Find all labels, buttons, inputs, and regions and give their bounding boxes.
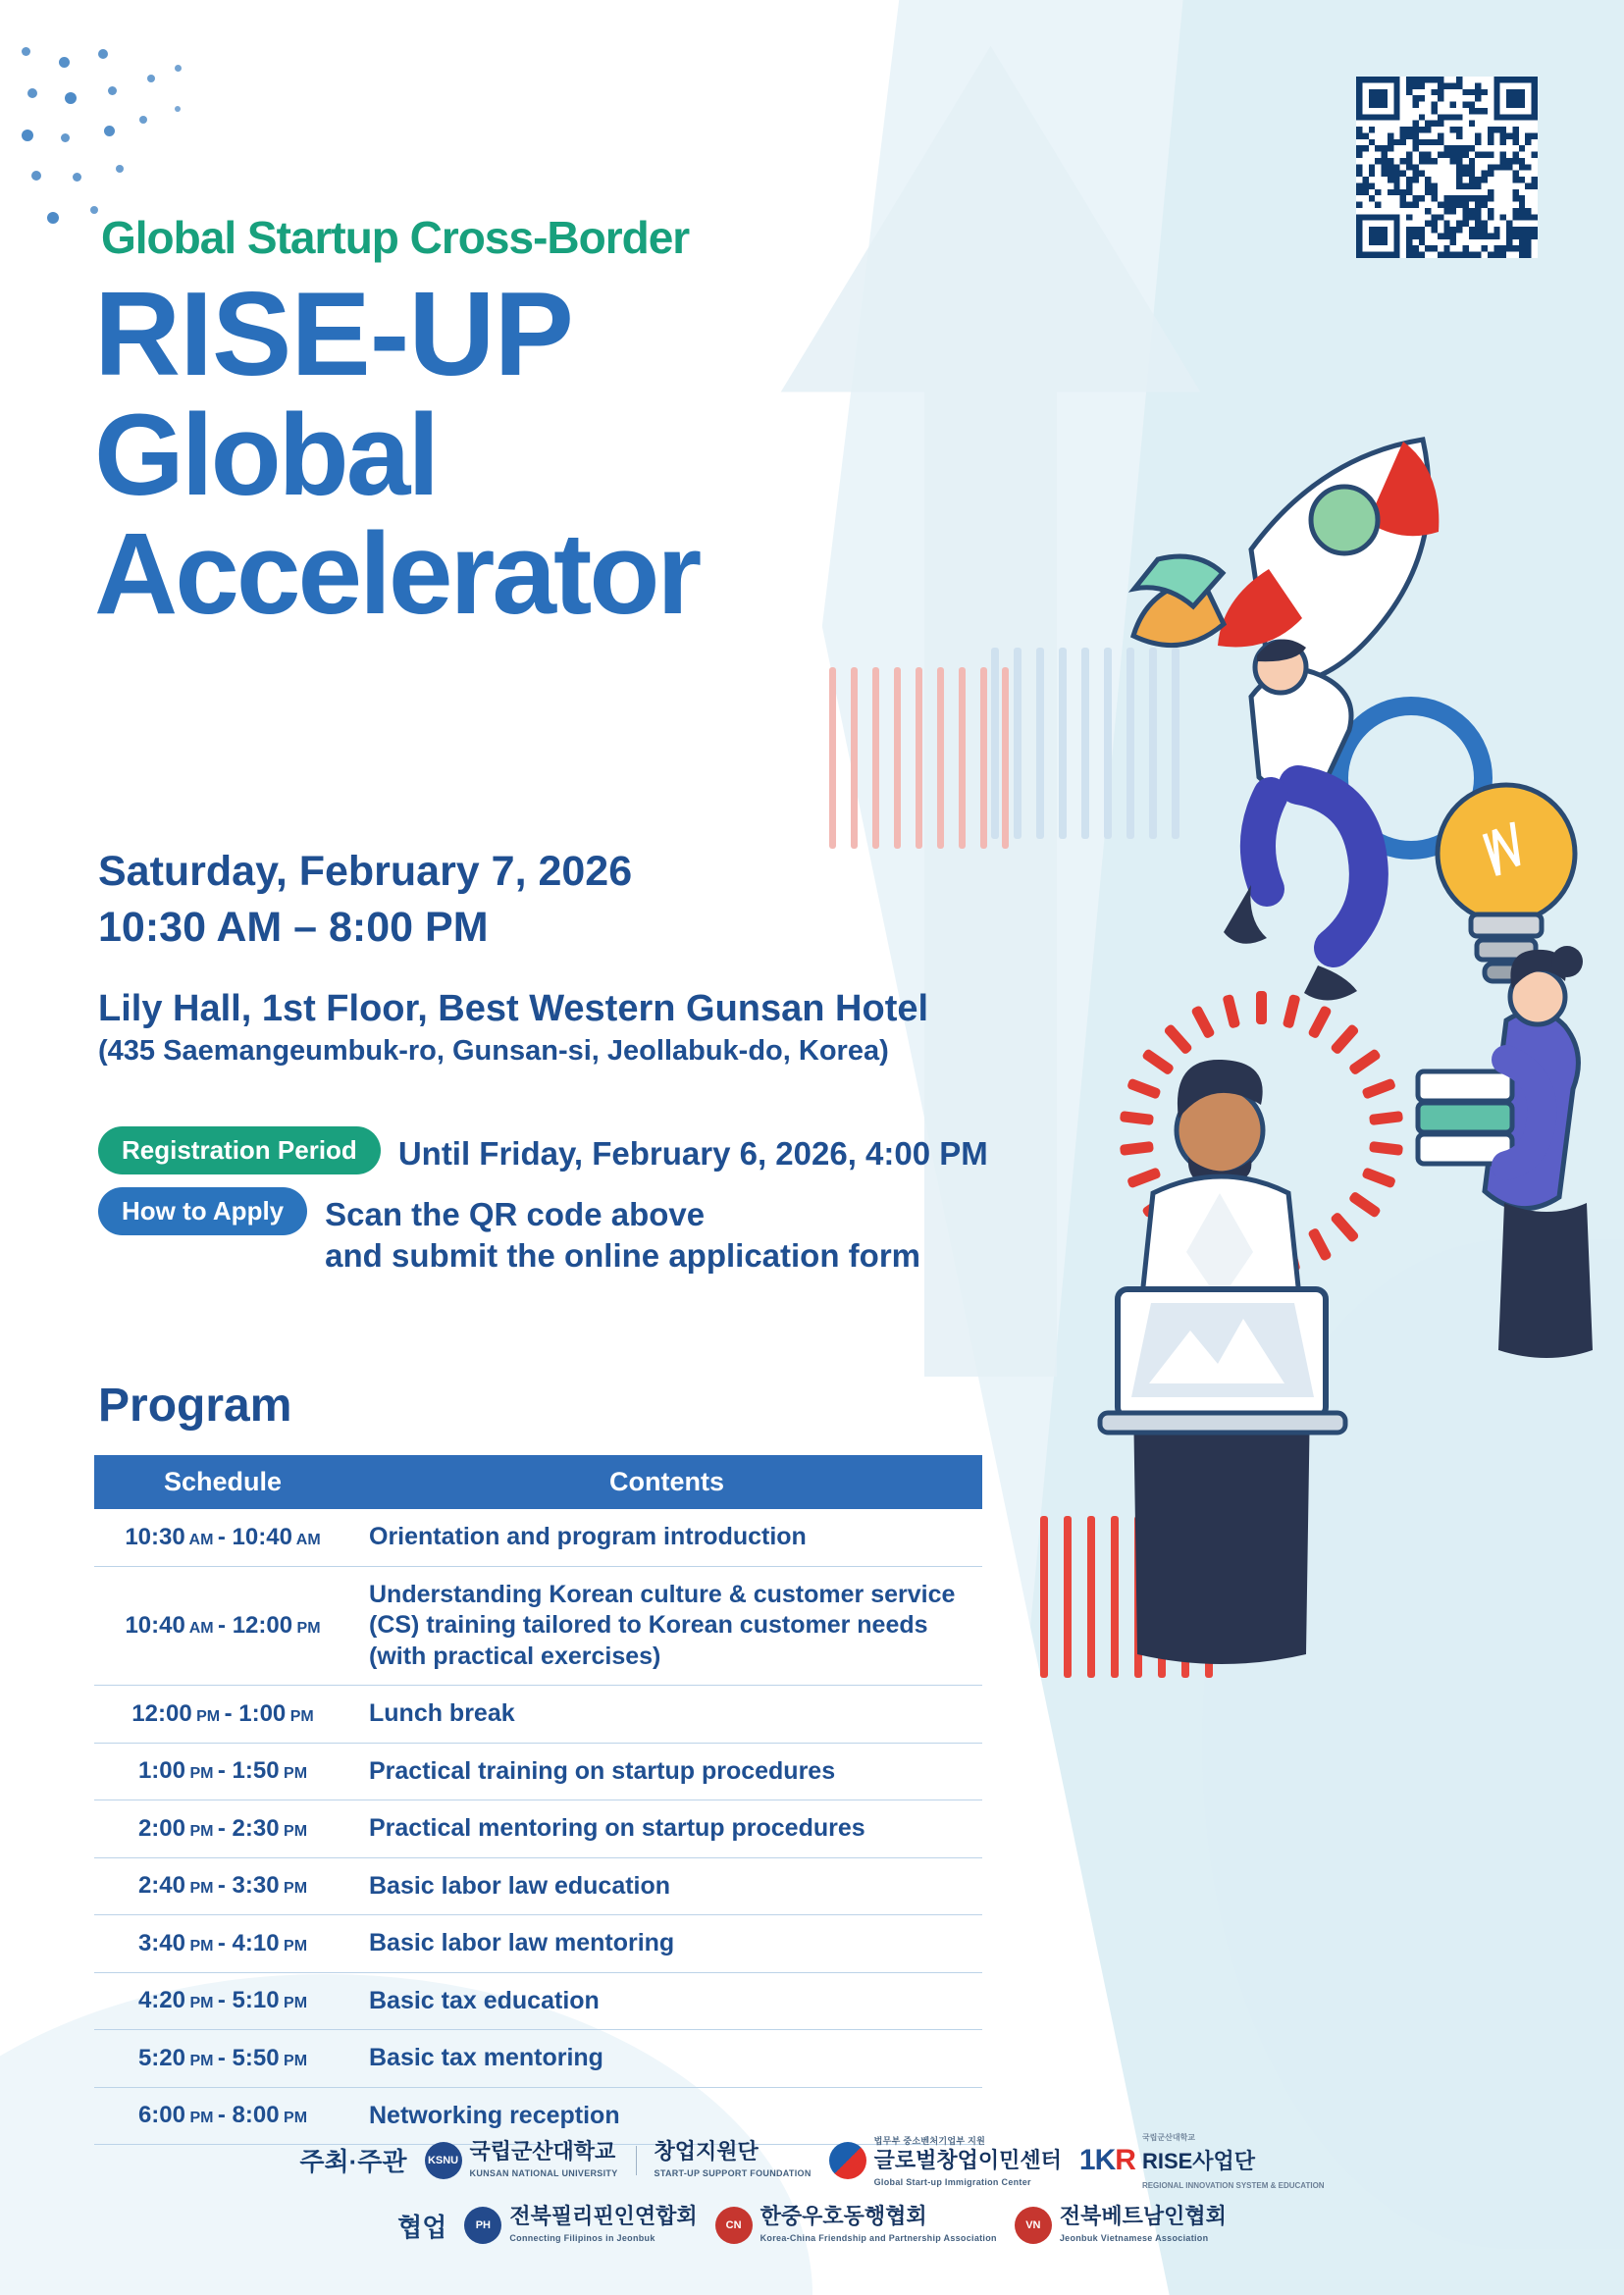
logo-vn-en: Jeonbuk Vietnamese Association <box>1059 2233 1209 2243</box>
table-row <box>94 1915 982 1973</box>
logo-ph-en: Connecting Filipinos in Jeonbuk <box>509 2233 655 2243</box>
info-pills <box>98 1126 988 1290</box>
how-to-apply-value <box>325 1187 920 1277</box>
cooperation-row <box>0 2205 1624 2246</box>
table-header-row <box>94 1455 982 1509</box>
column-header-schedule: Schedule <box>94 1455 351 1509</box>
logo-ph-ko: 전북필리핀인연합회 <box>509 2204 698 2228</box>
title-line-1: RISE-UP <box>94 267 573 400</box>
row-schedule: 4:20 PM - 5:10 PM <box>94 1972 351 2030</box>
apply-line-1: Scan the QR code above <box>325 1196 706 1233</box>
row-contents: Lunch break <box>351 1686 982 1744</box>
event-venue <box>98 986 928 1069</box>
row-contents: Basic tax education <box>351 1972 982 2030</box>
row-contents: Basic tax mentoring <box>351 2030 982 2088</box>
table-row <box>94 1743 982 1800</box>
table-row <box>94 1686 982 1744</box>
oasis-icon <box>829 2142 866 2179</box>
vietnam-seal-icon: VN <box>1015 2207 1052 2244</box>
logo-gsic-top: 법무부 중소벤처기업부 지원 <box>873 2135 986 2146</box>
logo-rise-ko: RISE사업단 <box>1141 2149 1256 2173</box>
event-date: Saturday, February 7, 2026 <box>98 848 633 895</box>
philippine-seal-icon: PH <box>464 2207 501 2244</box>
kunsan-seal-icon: KSNU <box>425 2142 462 2179</box>
page-title <box>94 267 700 640</box>
venue-address: (435 Saemangeumbuk-ro, Gunsan-si, Jeollabuk-do, Korea) <box>98 1034 889 1067</box>
logo-rise-tiny: REGIONAL INNOVATION SYSTEM & EDUCATION <box>1141 2181 1325 2190</box>
program-heading: Program <box>98 1380 292 1432</box>
how-to-apply-badge: How to Apply <box>98 1187 307 1235</box>
table-row <box>94 1566 982 1686</box>
person-flying-illustration <box>1224 640 1369 1001</box>
apply-line-2: and submit the online application form <box>325 1237 920 1275</box>
logo-startup-support <box>655 2140 812 2181</box>
logo-philippine-association <box>464 2205 697 2246</box>
how-to-apply-row <box>98 1187 988 1277</box>
row-schedule: 1:00 PM - 1:50 PM <box>94 1743 351 1800</box>
host-row <box>0 2127 1624 2193</box>
row-contents: Understanding Korean culture & customer service (CS) training tailored to Korean customer needs (with practical exercises) <box>351 1566 982 1686</box>
event-time: 10:30 AM – 8:00 PM <box>98 904 489 952</box>
person-laptop-illustration <box>1100 1060 1345 1664</box>
qr-code-image <box>1356 77 1538 258</box>
program-table <box>94 1455 982 2145</box>
event-datetime <box>98 844 632 956</box>
row-schedule: 2:40 PM - 3:30 PM <box>94 1857 351 1915</box>
korea-china-seal-icon: CN <box>715 2207 753 2244</box>
table-row <box>94 1972 982 2030</box>
row-contents: Networking reception <box>351 2087 982 2145</box>
table-row <box>94 1857 982 1915</box>
logo-gsic-ko: 글로벌창업이민센터 <box>873 2147 1062 2172</box>
table-row <box>94 1509 982 1566</box>
title-line-3: Accelerator <box>94 509 700 640</box>
program-table-head <box>94 1455 982 1509</box>
row-schedule: 10:40 AM - 12:00 PM <box>94 1566 351 1686</box>
logo-startup-ko: 창업지원단 <box>654 2138 759 2164</box>
row-schedule: 10:30 AM - 10:40 AM <box>94 1509 351 1566</box>
row-contents: Practical training on startup procedures <box>351 1743 982 1800</box>
table-row <box>94 2030 982 2088</box>
row-contents: Practical mentoring on startup procedures <box>351 1800 982 1858</box>
registration-period-value: Until Friday, February 6, 2026, 4:00 PM <box>397 1135 988 1172</box>
row-contents: Basic labor law mentoring <box>351 1915 982 1973</box>
lightbulb-illustration <box>1438 785 1575 981</box>
qr-code[interactable] <box>1356 77 1538 258</box>
row-schedule: 3:40 PM - 4:10 PM <box>94 1915 351 1973</box>
logo-cn-ko: 한중우호동행협회 <box>760 2204 927 2228</box>
cooperation-label: 협업 <box>397 2212 447 2242</box>
host-label: 주최·주관 <box>299 2147 407 2176</box>
row-schedule: 5:20 PM - 5:50 PM <box>94 2030 351 2088</box>
kicker-text: Global Startup Cross-Border <box>101 212 690 263</box>
row-contents: Orientation and program introduction <box>351 1509 982 1566</box>
kr-mark-icon: 1KR <box>1078 2143 1135 2176</box>
row-schedule: 6:00 PM - 8:00 PM <box>94 2087 351 2145</box>
logo-cn-en: Korea-China Friendship and Partnership Association <box>760 2233 997 2243</box>
column-header-contents: Contents <box>351 1455 982 1509</box>
row-schedule: 12:00 PM - 1:00 PM <box>94 1686 351 1744</box>
row-contents: Basic labor law education <box>351 1857 982 1915</box>
table-row <box>94 1800 982 1858</box>
program-table-body <box>94 1509 982 2145</box>
logo-kunsan-en: KUNSAN NATIONAL UNIVERSITY <box>469 2167 618 2178</box>
logo-gsic-en: Global Start-up Immigration Center <box>873 2176 1031 2187</box>
registration-period-badge: Registration Period <box>98 1126 381 1174</box>
logo-kunsan-ko: 국립군산대학교 <box>469 2138 616 2164</box>
title-line-2: Global <box>94 390 438 520</box>
logo-rise-project-group <box>1079 2127 1325 2193</box>
venue-name: Lily Hall, 1st Floor, Best Western Gunsan Hotel <box>98 988 929 1029</box>
registration-row <box>98 1126 988 1174</box>
logo-startup-en: START-UP SUPPORT FOUNDATION <box>654 2167 812 2178</box>
logo-global-startup-immigration-center <box>829 2131 1062 2190</box>
illustration-group <box>957 373 1624 1923</box>
logo-vietnamese-association <box>1015 2205 1227 2246</box>
logo-divider <box>636 2146 637 2175</box>
person-books-illustration <box>1418 946 1593 1358</box>
logo-rise-univ: 국립군산대학교 <box>1141 2133 1196 2142</box>
decorative-dot-grid <box>22 47 208 234</box>
logo-vn-ko: 전북베트남인협회 <box>1059 2204 1227 2228</box>
logo-kunsan-university <box>425 2140 618 2181</box>
row-schedule: 2:00 PM - 2:30 PM <box>94 1800 351 1858</box>
logo-korea-china-association <box>715 2205 997 2246</box>
footer-logos <box>0 2127 1624 2258</box>
